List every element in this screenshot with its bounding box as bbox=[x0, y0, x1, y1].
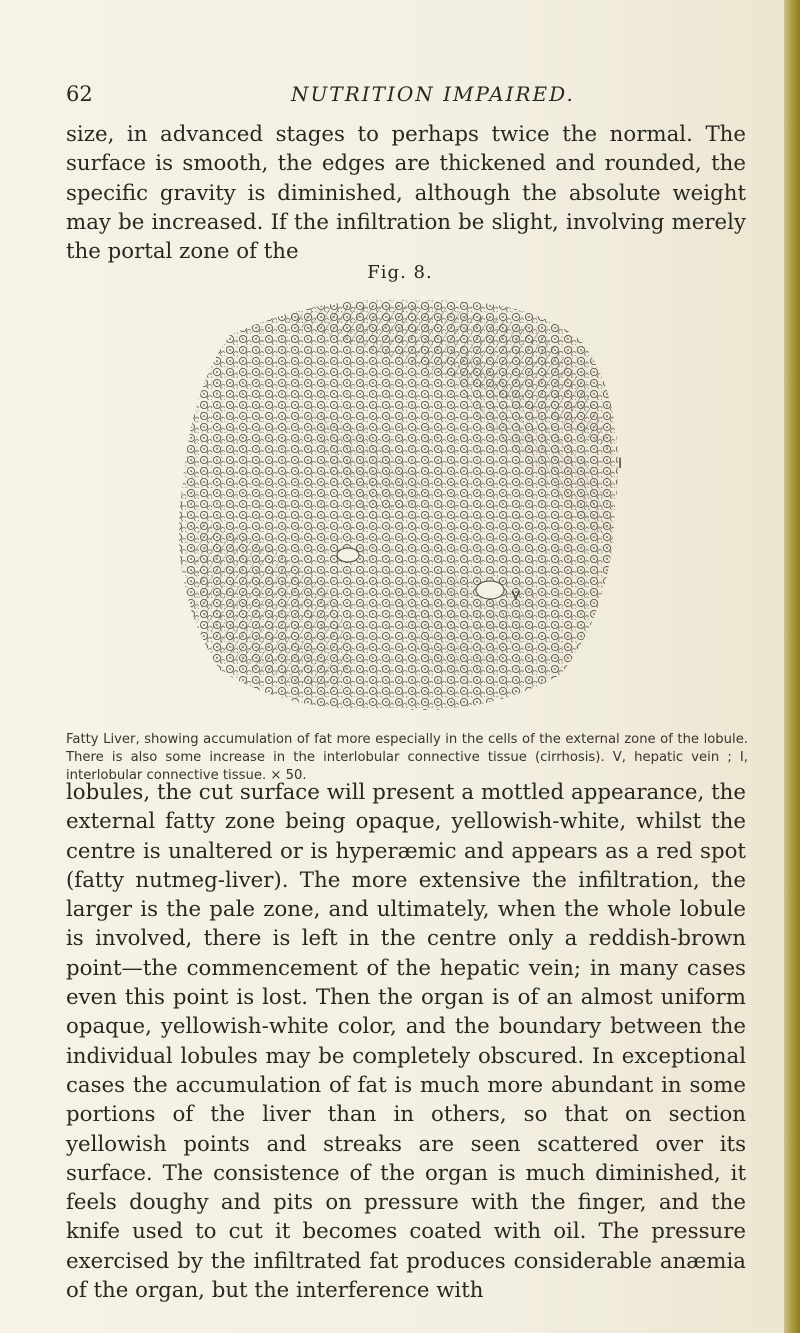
paragraph-top: size, in advanced stages to perhaps twice the normal. The surface is smooth, the edges are thickened and rounded, the specific gravity is diminished, although the absolute weight may be increased. If the infiltration be slight, involving merely the portal zone of the bbox=[66, 122, 746, 265]
figure-label: Fig. 8. bbox=[367, 262, 433, 283]
tissue-section bbox=[179, 299, 618, 710]
running-title: NUTRITION IMPAIRED. bbox=[291, 82, 575, 106]
liver-illustration bbox=[160, 290, 636, 720]
annotation-hepatic-vein: V bbox=[512, 589, 520, 602]
annotation-interlobular: I bbox=[618, 456, 623, 472]
figure-caption: Fatty Liver, showing accumulation of fat more especially in the cells of the external zone of the lobule. There is also some increase in the interlobular connective tissue (cirrhosis). V, hepatic vein ; I, interlobular connective tissue. × 50. bbox=[66, 732, 748, 783]
paragraph-bottom: lobules, the cut surface will present a mottled appearance, the external fatty zone being opaque, yellowish-white, whilst the centre is unaltered or is hyperæmic and appears as a red spot (fatty nutmeg-liver). The more extensive the infiltration, the larger is the pale zone, and ultimately, when the whole lobule is involved, there is left in the centre only a reddish-brown point—the commencement of the hepatic vein; in many cases even this point is lost. Then the organ is of an almost uniform opaque, yellowish-white color, and the boundary between the individual lobules may be completely obscured. In exceptional cases the accumulation of fat is much more abundant in some portions of the liver than in others, so that on section yellowish points and streaks are seen scattered over its surface. The consistence of the organ is much diminished, it feels doughy and pits on pressure with the finger, and the knife used to cut it becomes coated with oil. The pressure exercised by the infiltrated fat produces considerable anæmia of the organ, but the interference with bbox=[66, 780, 746, 1304]
running-head bbox=[66, 82, 746, 112]
page-edge bbox=[784, 0, 800, 1333]
page-number: 62 bbox=[66, 82, 93, 106]
